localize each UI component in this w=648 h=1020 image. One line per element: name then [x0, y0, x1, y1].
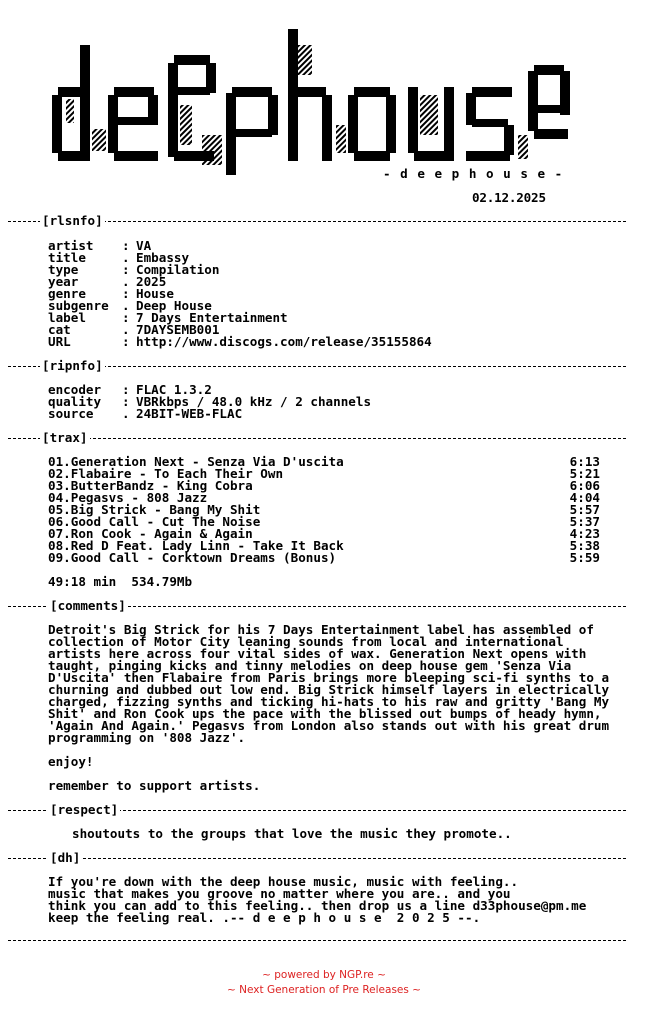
release-key: cat [48, 322, 71, 337]
track-duration: 5:38 [569, 538, 600, 553]
section-label-trax: [trax] [42, 430, 88, 445]
comments-support: remember to support artists. [48, 778, 261, 793]
track-title: 05.Big Strick - Bang My Shit [48, 502, 261, 517]
track-duration: 5:21 [569, 466, 600, 481]
section-divider-ripnfo [8, 360, 626, 372]
release-value: Deep House [136, 298, 212, 313]
footer-tagline: ~ Next Generation of Pre Releases ~ [227, 984, 421, 996]
track-title: 07.Ron Cook - Again & Again [48, 526, 253, 541]
rip-value: 24BIT-WEB-FLAC [136, 406, 243, 421]
section-divider-comments [8, 600, 626, 612]
track-title: 01.Generation Next - Senza Via D'uscita [48, 454, 344, 469]
rip-separator: : [122, 382, 130, 397]
comments-body: Detroit's Big Strick for his 7 Days Entertainment label has assembled of collection of Motor City leaning sounds from local and international artists here across four vital sides of wax. Generation Next opens with taught, pinging kicks and tinny melodies on deep house gem 'Senza Via D'Uscita' then Flabaire from Paris brings more bleeping sci-fi synths to a churning and dubbed out low end. Big Strick himself layers in electrically charged, fizzing synths and ticking hi-hats to his raw and gritty 'Bang My Shit' and Ron Cook ups the pace with the blissed out bumps of heady hymn, 'Again And Again.' Pegasvs from London also stands out with his great drum programming on '808 Jazz'. [48, 622, 610, 745]
section-label-comments: [comments] [50, 598, 126, 613]
section-divider-rlsnfo [8, 215, 626, 227]
track-title: 02.Flabaire - To Each Their Own [48, 466, 284, 481]
rip-separator: : [122, 394, 130, 409]
release-key: subgenre [48, 298, 109, 313]
release-key: title [48, 250, 86, 265]
track-title: 09.Good Call - Corktown Dreams (Bonus) [48, 550, 337, 565]
release-value: VA [136, 238, 152, 253]
total-runtime-size: 49:18 min 534.79Mb [48, 574, 193, 589]
release-separator: . [122, 274, 130, 289]
section-label-dh: [dh] [50, 850, 81, 865]
release-separator: : [122, 310, 130, 325]
section-label-respect: [respect] [50, 802, 119, 817]
closing-divider [8, 934, 626, 946]
deephouse-logo [52, 25, 572, 175]
rip-separator: . [122, 406, 130, 421]
release-key: year [48, 274, 79, 289]
release-value[interactable]: http://www.discogs.com/release/35155864 [136, 334, 432, 349]
section-divider-respect [8, 804, 626, 816]
release-separator: . [122, 322, 130, 337]
section-divider-dh [8, 852, 626, 864]
track-duration: 4:23 [569, 526, 600, 541]
track-duration: 4:04 [569, 490, 600, 505]
rip-key: encoder [48, 382, 102, 397]
track-title: 08.Red D Feat. Lady Linn - Take It Back [48, 538, 344, 553]
release-row [48, 336, 432, 348]
section-label-ripnfo: [ripnfo] [42, 358, 103, 373]
rip-key: source [48, 406, 94, 421]
release-key: genre [48, 286, 86, 301]
section-divider-trax [8, 432, 626, 444]
track-duration: 5:59 [569, 550, 600, 565]
dh-text: If you're down with the deep house music, music with feeling.. music that makes you groove no matter where you are.. and you think you can add to this feeling.. then drop us a line d33phouse@pm.me keep the feeling real. .-- d e e p h o u s e 2 0 2 5 --. [48, 874, 587, 925]
track-row [48, 552, 600, 564]
release-value: 7DAYSEMB001 [136, 322, 220, 337]
release-value: House [136, 286, 174, 301]
release-date: 02.12.2025 [472, 190, 546, 205]
release-separator: . [122, 250, 130, 265]
section-label-rlsnfo: [rlsnfo] [42, 213, 103, 228]
logo-subtitle: - d e e p h o u s e - [383, 166, 564, 181]
track-duration: 6:06 [569, 478, 600, 493]
respect-text: shoutouts to the groups that love the music they promote.. [72, 826, 512, 841]
release-key: type [48, 262, 79, 277]
release-separator: : [122, 238, 130, 253]
release-key: URL [48, 334, 71, 349]
release-value: 2025 [136, 274, 167, 289]
track-title: 03.ButterBandz - King Cobra [48, 478, 253, 493]
release-separator: : [122, 286, 130, 301]
release-separator: : [122, 334, 130, 349]
track-duration: 5:37 [569, 514, 600, 529]
release-key: artist [48, 238, 94, 253]
release-separator: . [122, 298, 130, 313]
track-title: 06.Good Call - Cut The Noise [48, 514, 261, 529]
footer-powered-by: ~ powered by NGP.re ~ [262, 969, 386, 981]
release-key: label [48, 310, 86, 325]
rip-key: quality [48, 394, 102, 409]
release-value: 7 Days Entertainment [136, 310, 288, 325]
comments-enjoy: enjoy! [48, 754, 94, 769]
rip-row [48, 408, 242, 420]
track-duration: 6:13 [569, 454, 600, 469]
release-separator: : [122, 262, 130, 277]
track-title: 04.Pegasvs - 808 Jazz [48, 490, 208, 505]
release-value: Compilation [136, 262, 220, 277]
release-value: Embassy [136, 250, 190, 265]
rip-value: VBRkbps / 48.0 kHz / 2 channels [136, 394, 372, 409]
rip-value: FLAC 1.3.2 [136, 382, 212, 397]
track-duration: 5:57 [569, 502, 600, 517]
